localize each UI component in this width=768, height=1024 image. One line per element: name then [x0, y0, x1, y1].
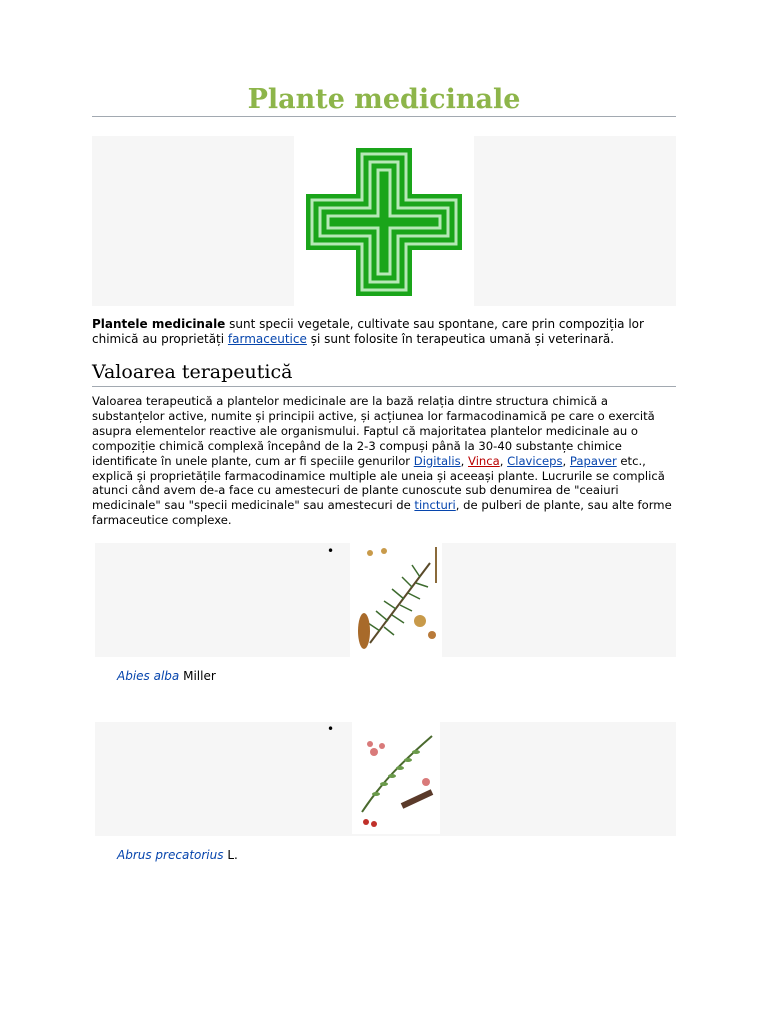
para-text-3: , de pulberi de plante, sau alte forme farmaceutice complexe.: [92, 498, 672, 528]
gallery-bullet: •: [327, 722, 335, 736]
caption-abies: [117, 669, 216, 683]
botanical-illustration-icon: [352, 722, 440, 834]
author-abrus: L.: [223, 848, 238, 862]
comma-sep: ,: [562, 453, 570, 468]
title-divider: [92, 116, 676, 117]
image-panel-right: [474, 136, 676, 306]
pharmacy-cross-icon: [306, 148, 462, 296]
botanical-illustration-icon: [350, 543, 442, 657]
link-digitalis[interactable]: Digitalis: [413, 453, 461, 468]
species-link-abrus[interactable]: Abrus precatorius: [117, 848, 224, 862]
intro-text-1: sunt specii vegetale, cultivate sau spontane, care prin compoziția lor chimică au proprietăți: [92, 317, 644, 346]
para-text-1: Valoarea terapeutică a plantelor medicinale are la bază relația dintre structura chimică a substanțelor active, numite și principii active, și acțiunea lor farmacodinamică pe care o exercită asupra elementelor reactive ale organismului. Faptul că majoritatea plantelor medicinale au o compoziție chimică complexă începând de la 2-3 compuși până la 30-40 substanțe chimice identificate în unele plante, cum ar fi speciile genurilor: [92, 394, 655, 468]
section-paragraph: [92, 394, 678, 528]
link-tincturi[interactable]: tincturi: [414, 498, 456, 513]
section-divider: [92, 386, 676, 387]
abies-alba-illustration[interactable]: [350, 543, 442, 657]
page-title: Plante medicinale: [247, 84, 521, 115]
species-link-abies[interactable]: Abies alba: [117, 669, 180, 683]
section-heading: Valoarea terapeutică: [92, 361, 293, 383]
intro-text-2: și sunt folosite în terapeutica umană și veterinară.: [306, 332, 615, 346]
gallery-bullet: •: [327, 544, 335, 558]
intro-paragraph: [92, 317, 682, 347]
image-panel-left: [92, 136, 294, 306]
link-vinca[interactable]: Vinca: [468, 453, 500, 468]
link-farmaceutice[interactable]: farmaceutice: [227, 332, 307, 346]
para-text-2: etc., explică și proprietățile farmacodinamice multiple ale uneia și aceeași plante. Lucrurile se complică atunci când avem de-a face cu amestecuri de plante cunoscute sub denumirea de "ceaiuri medicinale" sau "specii medicinale" sau amestecuri de: [92, 453, 665, 513]
abrus-precatorius-illustration[interactable]: [352, 722, 440, 834]
link-claviceps[interactable]: Claviceps: [507, 453, 563, 468]
author-abies: Miller: [179, 669, 216, 683]
comma-sep: ,: [499, 453, 508, 468]
caption-abrus: [117, 848, 238, 862]
intro-bold: Plantele medicinale: [92, 317, 226, 331]
comma-sep: ,: [460, 453, 469, 468]
link-papaver[interactable]: Papaver: [569, 453, 617, 468]
